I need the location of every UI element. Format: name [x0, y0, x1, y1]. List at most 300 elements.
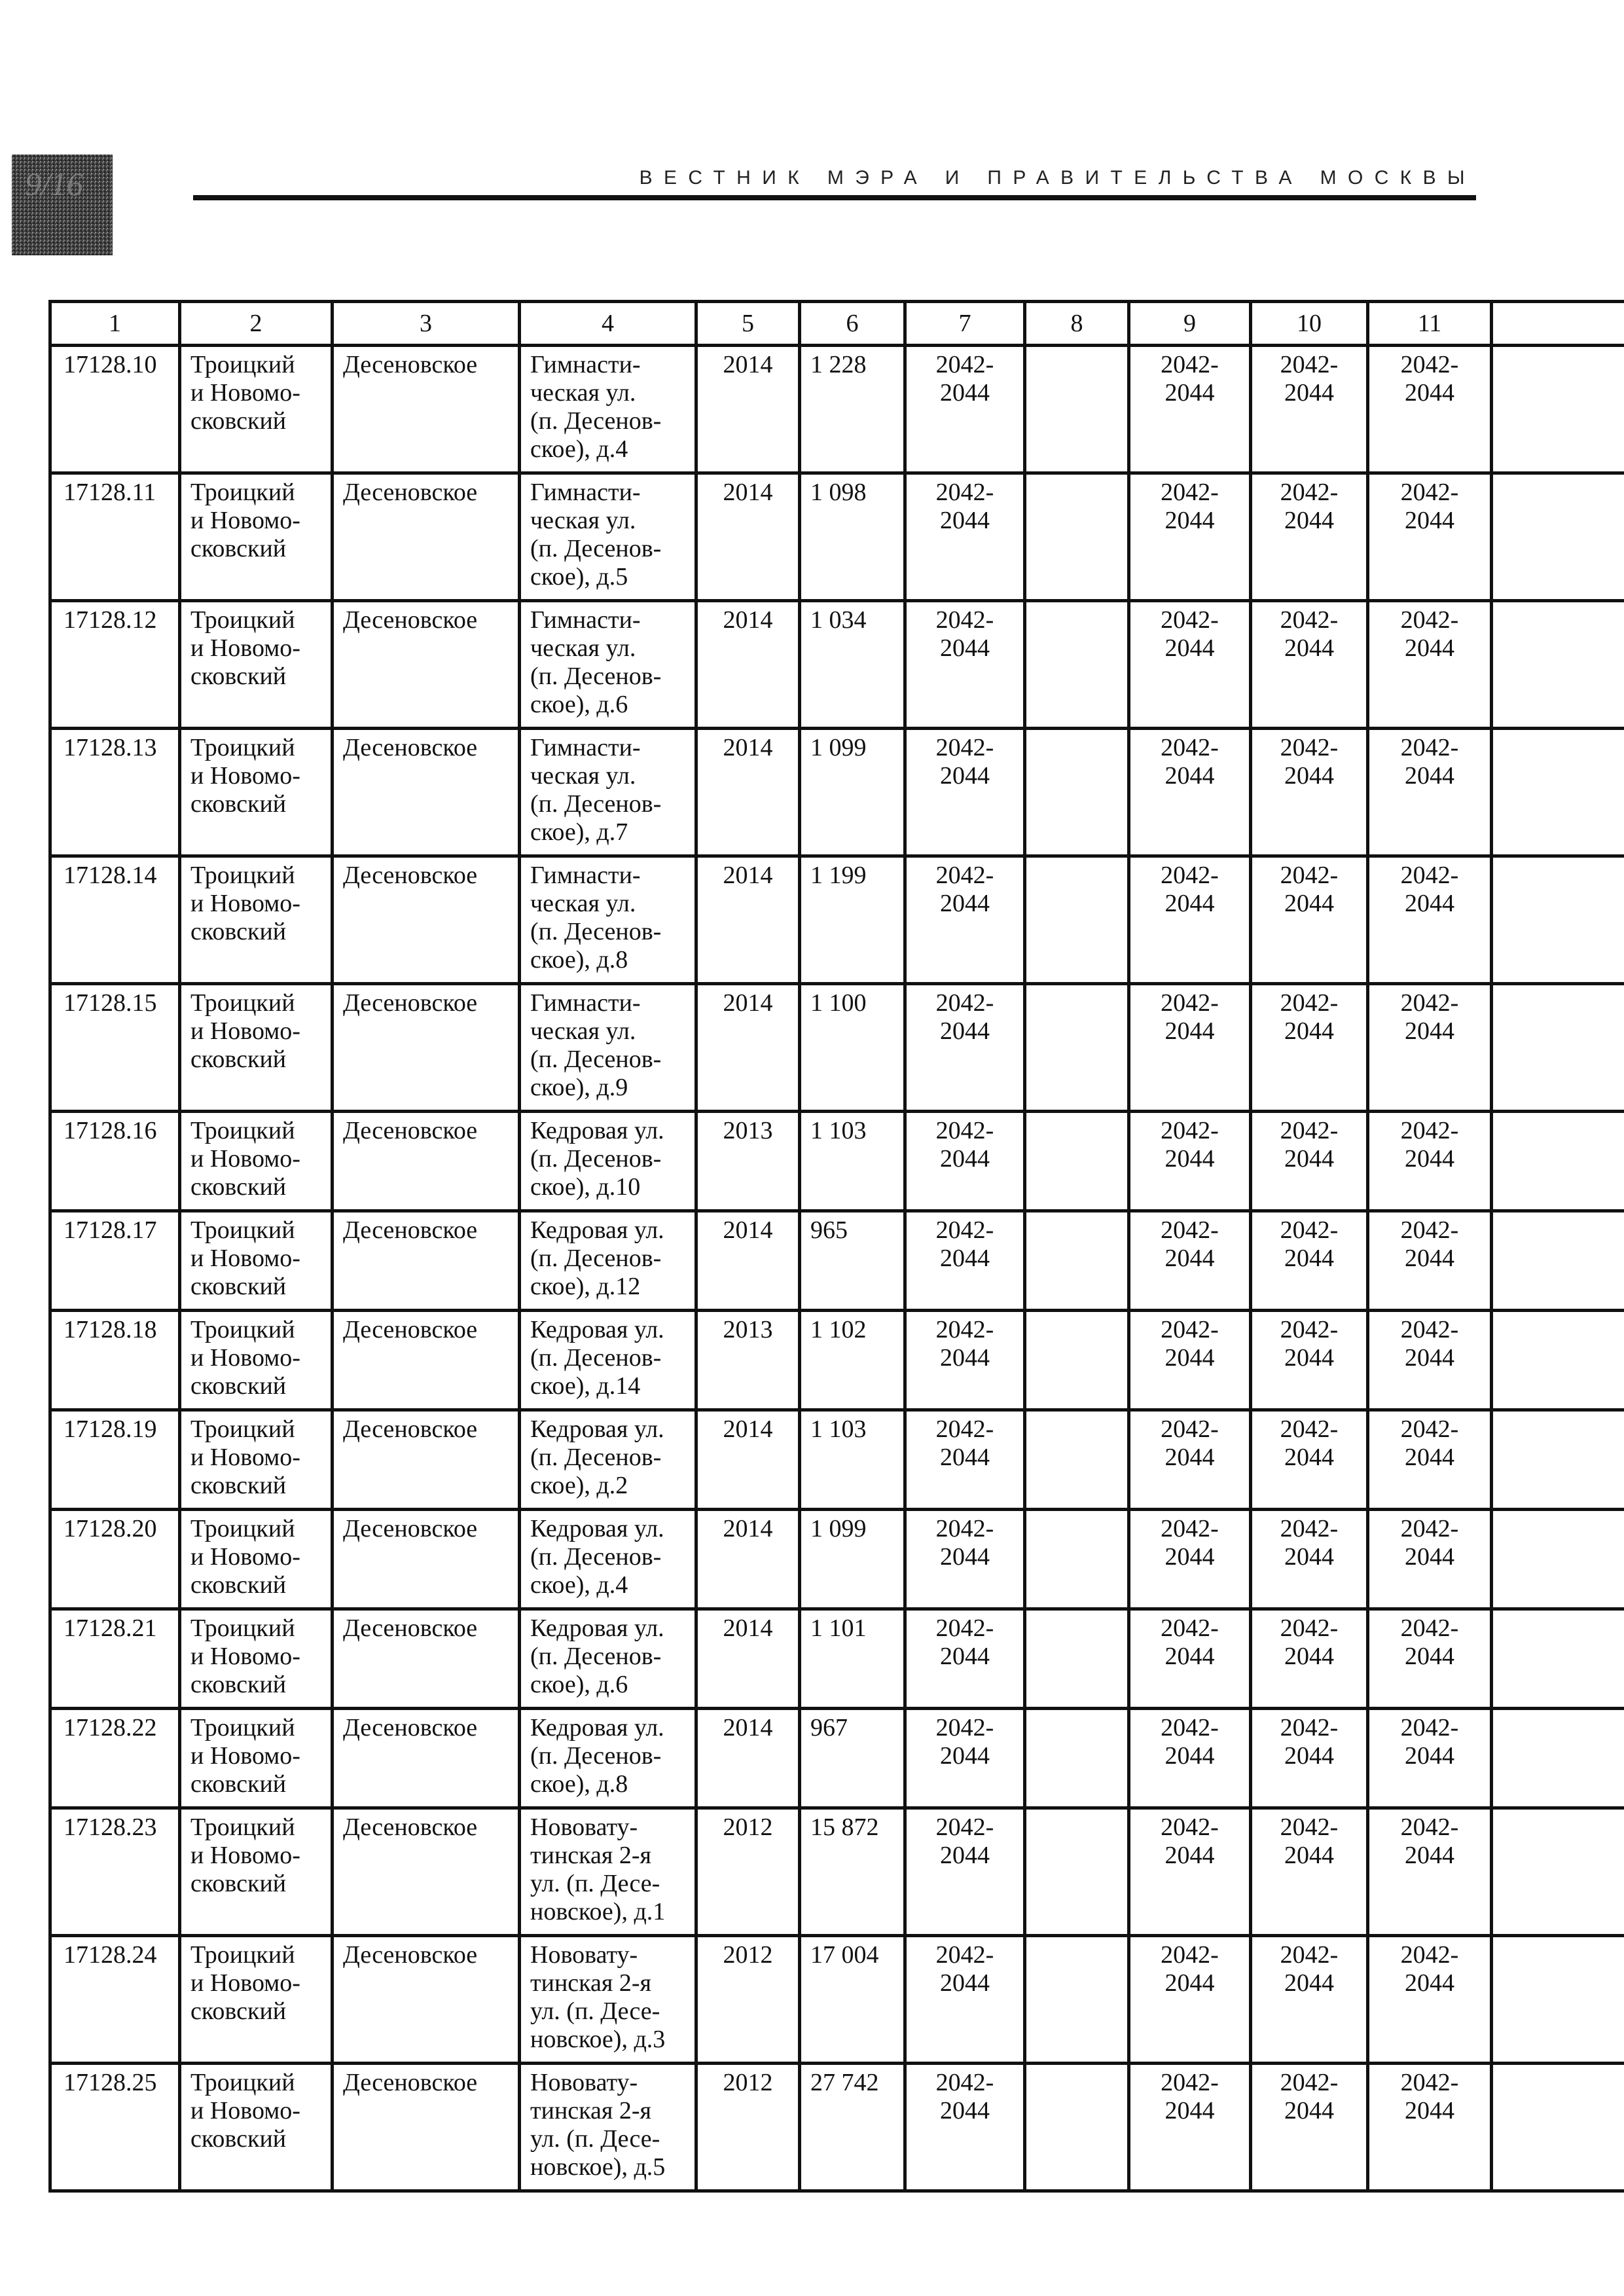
area-text: 17 004 — [810, 1941, 879, 1969]
period-col11-text: 2042- 2044 — [1400, 862, 1459, 917]
record-id-text: 17128.17 — [63, 1216, 157, 1244]
col8-text — [1026, 1113, 1127, 1125]
period-col10-text: 2042- 2044 — [1280, 1316, 1339, 1372]
record-id-text: 17128.12 — [63, 606, 157, 634]
cell-period-col7 — [905, 601, 1025, 729]
cell-extra — [1492, 1410, 1624, 1510]
cell-settlement — [333, 1211, 520, 1311]
cell-col8 — [1025, 984, 1129, 1112]
area-text: 1 103 — [810, 1117, 867, 1144]
cell-address — [520, 1709, 696, 1808]
cell-col8 — [1025, 1211, 1129, 1311]
cell-area — [800, 601, 905, 729]
table-row — [50, 1112, 1624, 1211]
cell-period-col7 — [905, 729, 1025, 856]
period-col10-text: 2042- 2044 — [1280, 1614, 1339, 1670]
cell-extra — [1492, 856, 1624, 984]
record-id-text: 17128.23 — [63, 1813, 157, 1841]
period-col7-text: 2042- 2044 — [935, 2069, 994, 2124]
cell-col8 — [1025, 729, 1129, 856]
year-text: 2014 — [723, 1515, 773, 1542]
cell-record-id — [50, 1311, 180, 1410]
cell-area — [800, 1609, 905, 1709]
cell-period-col10 — [1251, 1808, 1368, 1936]
cell-period-col11 — [1368, 473, 1492, 601]
cell-period-col10 — [1251, 1609, 1368, 1709]
district-text: Троицкий и Новомо- сковский — [190, 1614, 300, 1698]
settlement-text: Десеновское — [343, 1614, 478, 1642]
cell-settlement — [333, 856, 520, 984]
cell-district — [180, 984, 333, 1112]
cell-address — [520, 1936, 696, 2064]
cell-area — [800, 1112, 905, 1211]
table-row — [50, 1211, 1624, 1311]
cell-col8 — [1025, 473, 1129, 601]
column-header-10: 10 — [1251, 302, 1368, 346]
cell-year — [696, 729, 800, 856]
cell-extra — [1492, 1808, 1624, 1936]
table-row — [50, 1410, 1624, 1510]
cell-period-col11 — [1368, 601, 1492, 729]
period-col10-text: 2042- 2044 — [1280, 1117, 1339, 1173]
cell-year — [696, 601, 800, 729]
column-header-11: 11 — [1368, 302, 1492, 346]
cell-period-col7 — [905, 1709, 1025, 1808]
record-id-text: 17128.19 — [63, 1415, 157, 1443]
data-table — [48, 300, 1624, 2193]
period-col9-text: 2042- 2044 — [1161, 1714, 1219, 1770]
table-row — [50, 1709, 1624, 1808]
cell-period-col11 — [1368, 1311, 1492, 1410]
period-col9-text: 2042- 2044 — [1161, 1941, 1219, 1997]
cell-year — [696, 346, 800, 473]
cell-col8 — [1025, 1609, 1129, 1709]
settlement-text: Десеновское — [343, 1216, 478, 1244]
year-text: 2012 — [723, 2069, 773, 2096]
cell-record-id — [50, 984, 180, 1112]
period-col10-text: 2042- 2044 — [1280, 1714, 1339, 1770]
cell-extra — [1492, 1609, 1624, 1709]
area-text: 967 — [810, 1714, 848, 1741]
cell-col8 — [1025, 1709, 1129, 1808]
district-text: Троицкий и Новомо- сковский — [190, 2069, 300, 2153]
period-col11-text: 2042- 2044 — [1400, 2069, 1459, 2124]
address-text: Кедровая ул. (п. Десенов- ское), д.10 — [530, 1117, 664, 1201]
page-number-stamp — [12, 155, 113, 255]
period-col7-text: 2042- 2044 — [935, 1813, 994, 1869]
cell-year — [696, 473, 800, 601]
table-row — [50, 1609, 1624, 1709]
cell-period-col7 — [905, 473, 1025, 601]
district-text: Троицкий и Новомо- сковский — [190, 1515, 300, 1599]
record-id-text: 17128.10 — [63, 351, 157, 378]
settlement-text: Десеновское — [343, 2069, 478, 2096]
period-col10-text: 2042- 2044 — [1280, 734, 1339, 790]
cell-period-col11 — [1368, 1709, 1492, 1808]
period-col9-text: 2042- 2044 — [1161, 606, 1219, 662]
period-col7-text: 2042- 2044 — [935, 479, 994, 534]
record-id-text: 17128.21 — [63, 1614, 157, 1642]
area-text: 1 098 — [810, 479, 867, 506]
record-id-text: 17128.15 — [63, 989, 157, 1017]
cell-record-id — [50, 856, 180, 984]
area-text: 1 099 — [810, 1515, 867, 1542]
period-col9-text: 2042- 2044 — [1161, 1216, 1219, 1272]
district-text: Троицкий и Новомо- сковский — [190, 1415, 300, 1499]
area-text: 965 — [810, 1216, 848, 1244]
cell-period-col11 — [1368, 856, 1492, 984]
cell-record-id — [50, 1211, 180, 1311]
cell-district — [180, 1709, 333, 1808]
cell-period-col9 — [1129, 473, 1251, 601]
col8-text — [1026, 1810, 1127, 1821]
column-header-8: 8 — [1025, 302, 1129, 346]
cell-year — [696, 1211, 800, 1311]
col8-text — [1026, 1511, 1127, 1523]
column-header-2: 2 — [180, 302, 333, 346]
address-text: Гимнасти- ческая ул. (п. Десенов- ское), д.6 — [530, 606, 662, 718]
cell-settlement — [333, 1410, 520, 1510]
cell-district — [180, 1510, 333, 1609]
record-id-text: 17128.25 — [63, 2069, 157, 2096]
cell-address — [520, 1808, 696, 1936]
cell-settlement — [333, 729, 520, 856]
page-number-stamp-graphic — [12, 155, 113, 255]
area-text: 15 872 — [810, 1813, 879, 1841]
period-col7-text: 2042- 2044 — [935, 351, 994, 407]
period-col10-text: 2042- 2044 — [1280, 351, 1339, 407]
col8-text — [1026, 347, 1127, 359]
cell-address — [520, 1211, 696, 1311]
period-col11-text: 2042- 2044 — [1400, 351, 1459, 407]
address-text: Нововату- тинская 2-я ул. (п. Десе- новское), д.1 — [530, 1813, 666, 1925]
cell-area — [800, 984, 905, 1112]
column-header-3: 3 — [333, 302, 520, 346]
year-text: 2014 — [723, 351, 773, 378]
cell-extra — [1492, 984, 1624, 1112]
cell-period-col10 — [1251, 984, 1368, 1112]
cell-period-col10 — [1251, 1410, 1368, 1510]
record-id-text: 17128.13 — [63, 734, 157, 761]
cell-period-col7 — [905, 1808, 1025, 1936]
table-row — [50, 1311, 1624, 1410]
table-row — [50, 473, 1624, 601]
period-col10-text: 2042- 2044 — [1280, 2069, 1339, 2124]
cell-period-col10 — [1251, 1709, 1368, 1808]
settlement-text: Десеновское — [343, 1813, 478, 1841]
period-col11-text: 2042- 2044 — [1400, 1117, 1459, 1173]
area-text: 1 099 — [810, 734, 867, 761]
address-text: Гимнасти- ческая ул. (п. Десенов- ское), д.8 — [530, 862, 662, 974]
cell-period-col11 — [1368, 1510, 1492, 1609]
cell-year — [696, 1808, 800, 1936]
cell-extra — [1492, 473, 1624, 601]
cell-extra — [1492, 1709, 1624, 1808]
settlement-text: Десеновское — [343, 1941, 478, 1969]
settlement-text: Десеновское — [343, 1316, 478, 1343]
journal-title: ВЕСТНИК МЭРА И ПРАВИТЕЛЬСТВА МОСКВЫ — [639, 167, 1476, 189]
period-col7-text: 2042- 2044 — [935, 1515, 994, 1571]
address-text: Гимнасти- ческая ул. (п. Десенов- ское), д.5 — [530, 479, 662, 591]
cell-district — [180, 601, 333, 729]
cell-address — [520, 1311, 696, 1410]
cell-col8 — [1025, 1311, 1129, 1410]
year-text: 2014 — [723, 1614, 773, 1642]
cell-address — [520, 473, 696, 601]
cell-settlement — [333, 1808, 520, 1936]
cell-col8 — [1025, 601, 1129, 729]
col8-text — [1026, 2065, 1127, 2077]
cell-period-col10 — [1251, 2064, 1368, 2191]
record-id-text: 17128.20 — [63, 1515, 157, 1542]
cell-period-col10 — [1251, 473, 1368, 601]
cell-address — [520, 1609, 696, 1709]
cell-period-col10 — [1251, 729, 1368, 856]
cell-address — [520, 729, 696, 856]
column-number-row — [50, 302, 1624, 346]
cell-settlement — [333, 984, 520, 1112]
area-text: 1 228 — [810, 351, 867, 378]
cell-settlement — [333, 1311, 520, 1410]
settlement-text: Десеновское — [343, 606, 478, 634]
cell-area — [800, 346, 905, 473]
cell-record-id — [50, 1510, 180, 1609]
col8-text — [1026, 475, 1127, 486]
cell-year — [696, 2064, 800, 2191]
year-text: 2012 — [723, 1941, 773, 1969]
cell-period-col9 — [1129, 856, 1251, 984]
cell-period-col11 — [1368, 2064, 1492, 2191]
cell-extra — [1492, 601, 1624, 729]
cell-area — [800, 1211, 905, 1311]
cell-address — [520, 856, 696, 984]
record-id-text: 17128.11 — [63, 479, 156, 506]
period-col11-text: 2042- 2044 — [1400, 1714, 1459, 1770]
period-col9-text: 2042- 2044 — [1161, 351, 1219, 407]
cell-district — [180, 1112, 333, 1211]
cell-col8 — [1025, 346, 1129, 473]
column-header-9: 9 — [1129, 302, 1251, 346]
cell-area — [800, 1410, 905, 1510]
address-text: Кедровая ул. (п. Десенов- ское), д.4 — [530, 1515, 664, 1599]
period-col10-text: 2042- 2044 — [1280, 606, 1339, 662]
col8-text — [1026, 985, 1127, 997]
period-col11-text: 2042- 2044 — [1400, 1316, 1459, 1372]
cell-record-id — [50, 1112, 180, 1211]
cell-record-id — [50, 1709, 180, 1808]
address-text: Кедровая ул. (п. Десенов- ское), д.8 — [530, 1714, 664, 1798]
period-col9-text: 2042- 2044 — [1161, 1415, 1219, 1471]
period-col11-text: 2042- 2044 — [1400, 606, 1459, 662]
column-header-1: 1 — [50, 302, 180, 346]
area-text: 1 034 — [810, 606, 867, 634]
period-col11-text: 2042- 2044 — [1400, 989, 1459, 1045]
area-text: 1 199 — [810, 862, 867, 889]
address-text: Гимнасти- ческая ул. (п. Десенов- ское), д.7 — [530, 734, 662, 846]
period-col7-text: 2042- 2044 — [935, 862, 994, 917]
cell-settlement — [333, 1510, 520, 1609]
col8-text — [1026, 1710, 1127, 1722]
col8-text — [1026, 1312, 1127, 1324]
address-text: Нововату- тинская 2-я ул. (п. Десе- новское), д.5 — [530, 2069, 666, 2181]
cell-settlement — [333, 1609, 520, 1709]
address-text: Гимнасти- ческая ул. (п. Десенов- ское), д.9 — [530, 989, 662, 1101]
area-text: 1 100 — [810, 989, 867, 1017]
period-col9-text: 2042- 2044 — [1161, 1813, 1219, 1869]
cell-settlement — [333, 1709, 520, 1808]
period-col7-text: 2042- 2044 — [935, 1614, 994, 1670]
table-row — [50, 601, 1624, 729]
cell-settlement — [333, 1936, 520, 2064]
record-id-text: 17128.24 — [63, 1941, 157, 1969]
cell-period-col9 — [1129, 984, 1251, 1112]
period-col11-text: 2042- 2044 — [1400, 1614, 1459, 1670]
year-text: 2014 — [723, 606, 773, 634]
cell-settlement — [333, 601, 520, 729]
cell-district — [180, 473, 333, 601]
address-text: Кедровая ул. (п. Десенов- ское), д.12 — [530, 1216, 664, 1300]
district-text: Троицкий и Новомо- сковский — [190, 989, 300, 1073]
cell-district — [180, 1410, 333, 1510]
table-body — [50, 346, 1624, 2191]
area-text: 1 102 — [810, 1316, 867, 1343]
cell-period-col9 — [1129, 2064, 1251, 2191]
column-header-7: 7 — [905, 302, 1025, 346]
cell-period-col9 — [1129, 1311, 1251, 1410]
cell-period-col11 — [1368, 346, 1492, 473]
period-col10-text: 2042- 2044 — [1280, 479, 1339, 534]
address-text: Кедровая ул. (п. Десенов- ское), д.6 — [530, 1614, 664, 1698]
cell-year — [696, 1410, 800, 1510]
col8-text — [1026, 1611, 1127, 1622]
cell-extra — [1492, 1211, 1624, 1311]
cell-extra — [1492, 2064, 1624, 2191]
year-text: 2014 — [723, 862, 773, 889]
district-text: Троицкий и Новомо- сковский — [190, 862, 300, 945]
cell-period-col10 — [1251, 601, 1368, 729]
period-col7-text: 2042- 2044 — [935, 1941, 994, 1997]
cell-col8 — [1025, 2064, 1129, 2191]
cell-period-col10 — [1251, 1936, 1368, 2064]
cell-period-col7 — [905, 1609, 1025, 1709]
col8-text — [1026, 602, 1127, 614]
settlement-text: Десеновское — [343, 862, 478, 889]
cell-period-col7 — [905, 1211, 1025, 1311]
address-text: Кедровая ул. (п. Десенов- ское), д.14 — [530, 1316, 664, 1400]
year-text: 2014 — [723, 479, 773, 506]
cell-year — [696, 1112, 800, 1211]
cell-period-col10 — [1251, 1311, 1368, 1410]
area-text: 1 103 — [810, 1415, 867, 1443]
period-col7-text: 2042- 2044 — [935, 1714, 994, 1770]
cell-period-col10 — [1251, 1112, 1368, 1211]
cell-period-col9 — [1129, 1510, 1251, 1609]
year-text: 2014 — [723, 1216, 773, 1244]
cell-year — [696, 1609, 800, 1709]
cell-col8 — [1025, 856, 1129, 984]
cell-address — [520, 1410, 696, 1510]
table-row — [50, 1936, 1624, 2064]
cell-area — [800, 856, 905, 984]
cell-col8 — [1025, 1510, 1129, 1609]
cell-period-col11 — [1368, 984, 1492, 1112]
header-rule — [193, 195, 1476, 200]
period-col11-text: 2042- 2044 — [1400, 1216, 1459, 1272]
cell-period-col9 — [1129, 1936, 1251, 2064]
cell-period-col7 — [905, 984, 1025, 1112]
data-table-container — [48, 300, 1624, 2193]
cell-record-id — [50, 473, 180, 601]
period-col9-text: 2042- 2044 — [1161, 989, 1219, 1045]
cell-period-col7 — [905, 856, 1025, 984]
cell-year — [696, 1936, 800, 2064]
cell-period-col9 — [1129, 1211, 1251, 1311]
year-text: 2014 — [723, 734, 773, 761]
year-text: 2014 — [723, 989, 773, 1017]
cell-district — [180, 1609, 333, 1709]
table-row — [50, 346, 1624, 473]
cell-district — [180, 2064, 333, 2191]
settlement-text: Десеновское — [343, 734, 478, 761]
settlement-text: Десеновское — [343, 989, 478, 1017]
cell-district — [180, 729, 333, 856]
cell-extra — [1492, 346, 1624, 473]
year-text: 2013 — [723, 1117, 773, 1144]
period-col9-text: 2042- 2044 — [1161, 1614, 1219, 1670]
col8-text — [1026, 730, 1127, 742]
cell-settlement — [333, 346, 520, 473]
period-col7-text: 2042- 2044 — [935, 989, 994, 1045]
period-col9-text: 2042- 2044 — [1161, 1316, 1219, 1372]
column-header-6: 6 — [800, 302, 905, 346]
cell-area — [800, 1311, 905, 1410]
cell-record-id — [50, 601, 180, 729]
cell-period-col7 — [905, 1936, 1025, 2064]
cell-address — [520, 1510, 696, 1609]
cell-year — [696, 1311, 800, 1410]
district-text: Троицкий и Новомо- сковский — [190, 1813, 300, 1897]
period-col11-text: 2042- 2044 — [1400, 1813, 1459, 1869]
cell-year — [696, 984, 800, 1112]
period-col9-text: 2042- 2044 — [1161, 2069, 1219, 2124]
cell-record-id — [50, 2064, 180, 2191]
cell-district — [180, 346, 333, 473]
period-col10-text: 2042- 2044 — [1280, 862, 1339, 917]
cell-col8 — [1025, 1410, 1129, 1510]
cell-period-col10 — [1251, 346, 1368, 473]
cell-year — [696, 1709, 800, 1808]
period-col9-text: 2042- 2044 — [1161, 479, 1219, 534]
cell-year — [696, 1510, 800, 1609]
district-text: Троицкий и Новомо- сковский — [190, 1941, 300, 2025]
address-text: Нововату- тинская 2-я ул. (п. Десе- новское), д.3 — [530, 1941, 666, 2053]
period-col7-text: 2042- 2044 — [935, 1117, 994, 1173]
cell-period-col7 — [905, 1112, 1025, 1211]
table-row — [50, 2064, 1624, 2191]
area-text: 27 742 — [810, 2069, 879, 2096]
settlement-text: Десеновское — [343, 1714, 478, 1741]
cell-address — [520, 984, 696, 1112]
district-text: Троицкий и Новомо- сковский — [190, 1714, 300, 1798]
period-col10-text: 2042- 2044 — [1280, 1813, 1339, 1869]
cell-record-id — [50, 1936, 180, 2064]
cell-area — [800, 1808, 905, 1936]
col8-text — [1026, 1412, 1127, 1423]
cell-period-col9 — [1129, 346, 1251, 473]
cell-record-id — [50, 346, 180, 473]
cell-period-col9 — [1129, 601, 1251, 729]
cell-district — [180, 1211, 333, 1311]
